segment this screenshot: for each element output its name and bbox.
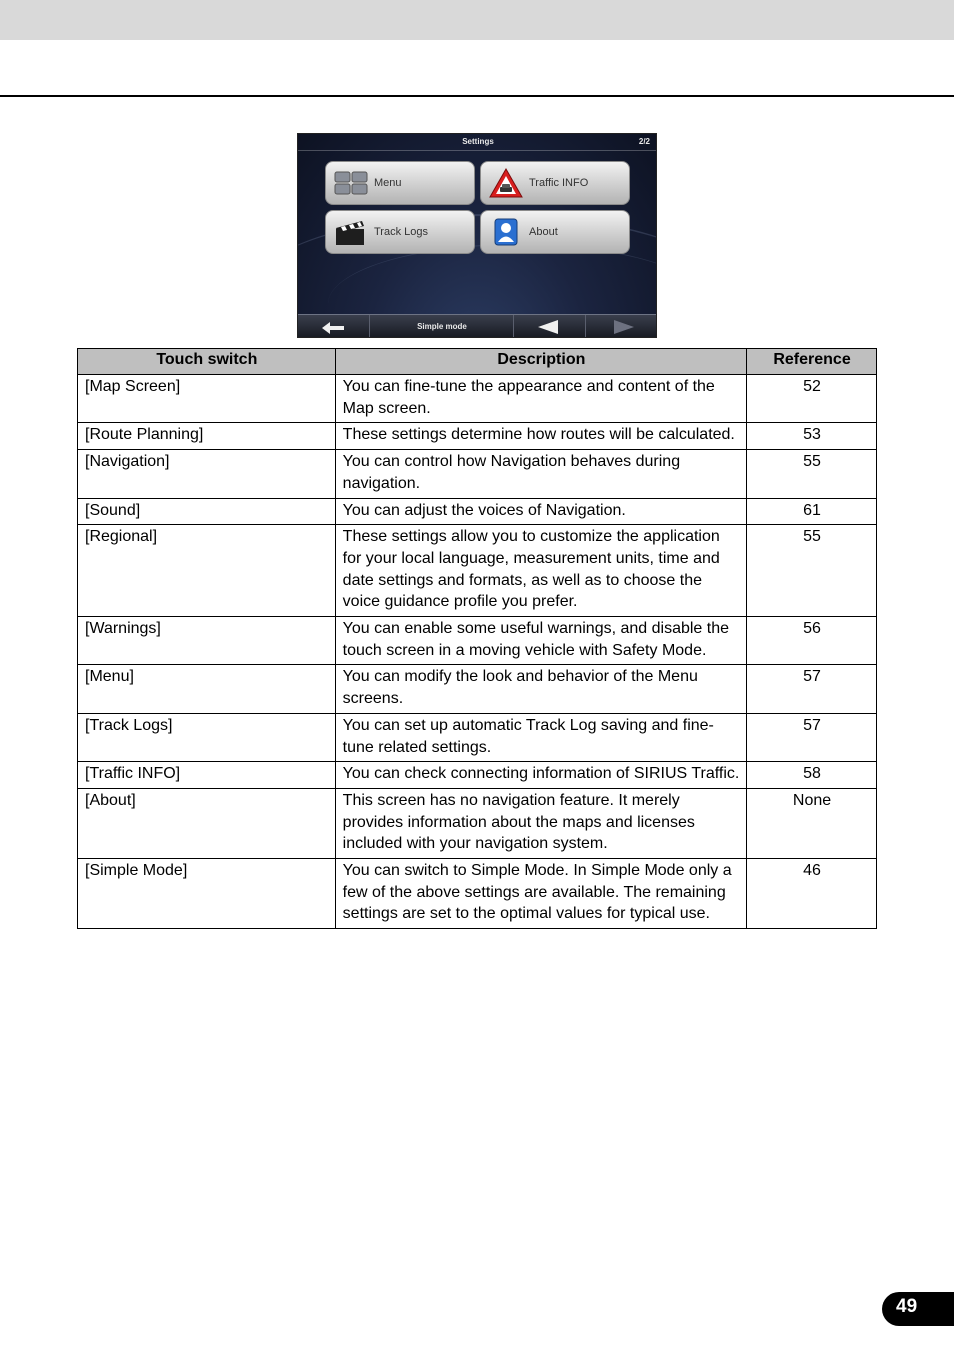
next-page-button[interactable] [586, 315, 657, 338]
simple-mode-button[interactable] [370, 315, 514, 338]
table-row [78, 762, 877, 789]
menu-grid-icon [334, 168, 368, 198]
table-row [78, 525, 877, 617]
touch-switch-cell: [Simple Mode] [78, 859, 336, 929]
touch-switch-cell: [Regional] [78, 525, 336, 617]
reference-cell: 58 [747, 762, 877, 789]
about-button-label: About [529, 226, 558, 238]
device-title-divider [298, 150, 657, 151]
header-rule [0, 95, 954, 97]
person-info-icon [489, 217, 523, 247]
touch-switch-cell: [Route Planning] [78, 423, 336, 450]
description-cell: You can control how Navigation behaves during navigation. [335, 450, 746, 498]
back-arrow-icon [322, 321, 344, 333]
table-row [78, 788, 877, 858]
reference-cell: 56 [747, 617, 877, 665]
description-cell: These settings allow you to customize the application for your local language, measurement units, time and date settings and formats, as well as to choose the voice guidance profile you prefer. [335, 525, 746, 617]
next-triangle-icon [614, 320, 634, 338]
touch-switch-cell: [Warnings] [78, 617, 336, 665]
reference-cell: 61 [747, 498, 877, 525]
traffic-info-button[interactable] [480, 161, 630, 205]
track-logs-button-label: Track Logs [374, 226, 429, 238]
table-row [78, 423, 877, 450]
table-row [78, 617, 877, 665]
description-cell: These settings determine how routes will be calculated. [335, 423, 746, 450]
about-button[interactable] [480, 210, 630, 254]
description-cell: This screen has no navigation feature. It merely provides information about the maps and licenses included with your navigation system. [335, 788, 746, 858]
table-row [78, 375, 877, 423]
description-cell: You can switch to Simple Mode. In Simple Mode only a few of the above settings are available. The remaining settings are set to the optimal values for typical use. [335, 859, 746, 929]
touch-switch-cell: [Menu] [78, 665, 336, 713]
description-cell: You can modify the look and behavior of the Menu screens. [335, 665, 746, 713]
back-button[interactable] [298, 315, 370, 338]
touch-switch-cell: [About] [78, 788, 336, 858]
device-bottom-bar [298, 314, 657, 338]
reference-cell: 57 [747, 665, 877, 713]
description-cell: You can fine-tune the appearance and content of the Map screen. [335, 375, 746, 423]
track-logs-button[interactable] [325, 210, 475, 254]
traffic-warning-icon [489, 168, 523, 198]
reference-cell: 53 [747, 423, 877, 450]
device-page-indicator: 2/2 [638, 137, 650, 146]
simple-mode-label: Simple mode [417, 322, 467, 331]
reference-cell: None [747, 788, 877, 858]
reference-cell: 55 [747, 525, 877, 617]
table-row [78, 450, 877, 498]
column-header-description: Description [335, 349, 746, 375]
touch-switch-cell: [Navigation] [78, 450, 336, 498]
reference-cell: 55 [747, 450, 877, 498]
reference-cell: 52 [747, 375, 877, 423]
touch-switch-cell: [Map Screen] [78, 375, 336, 423]
description-cell: You can check connecting information of SIRIUS Traffic. [335, 762, 746, 789]
prev-triangle-icon [538, 320, 558, 338]
table-row [78, 665, 877, 713]
traffic-info-button-label: Traffic INFO [529, 177, 589, 189]
header-band [0, 0, 954, 40]
reference-cell: 46 [747, 859, 877, 929]
table-row [78, 498, 877, 525]
touch-switch-cell: [Sound] [78, 498, 336, 525]
device-title: Settings [462, 137, 494, 146]
description-cell: You can set up automatic Track Log saving and fine-tune related settings. [335, 713, 746, 761]
description-cell: You can adjust the voices of Navigation. [335, 498, 746, 525]
menu-button[interactable] [325, 161, 475, 205]
table-row [78, 859, 877, 929]
column-header-touch-switch: Touch switch [78, 349, 336, 375]
settings-screenshot [297, 133, 657, 338]
page-number: 49 [882, 1292, 954, 1326]
touch-switch-cell: [Track Logs] [78, 713, 336, 761]
settings-table [77, 348, 877, 929]
prev-page-button[interactable] [514, 315, 586, 338]
column-header-reference: Reference [747, 349, 877, 375]
table-row [78, 713, 877, 761]
menu-button-label: Menu [374, 177, 402, 189]
reference-cell: 57 [747, 713, 877, 761]
description-cell: You can enable some useful warnings, and disable the touch screen in a moving vehicle with Safety Mode. [335, 617, 746, 665]
clapperboard-icon [334, 217, 368, 247]
touch-switch-cell: [Traffic INFO] [78, 762, 336, 789]
table-header-row [78, 349, 877, 375]
